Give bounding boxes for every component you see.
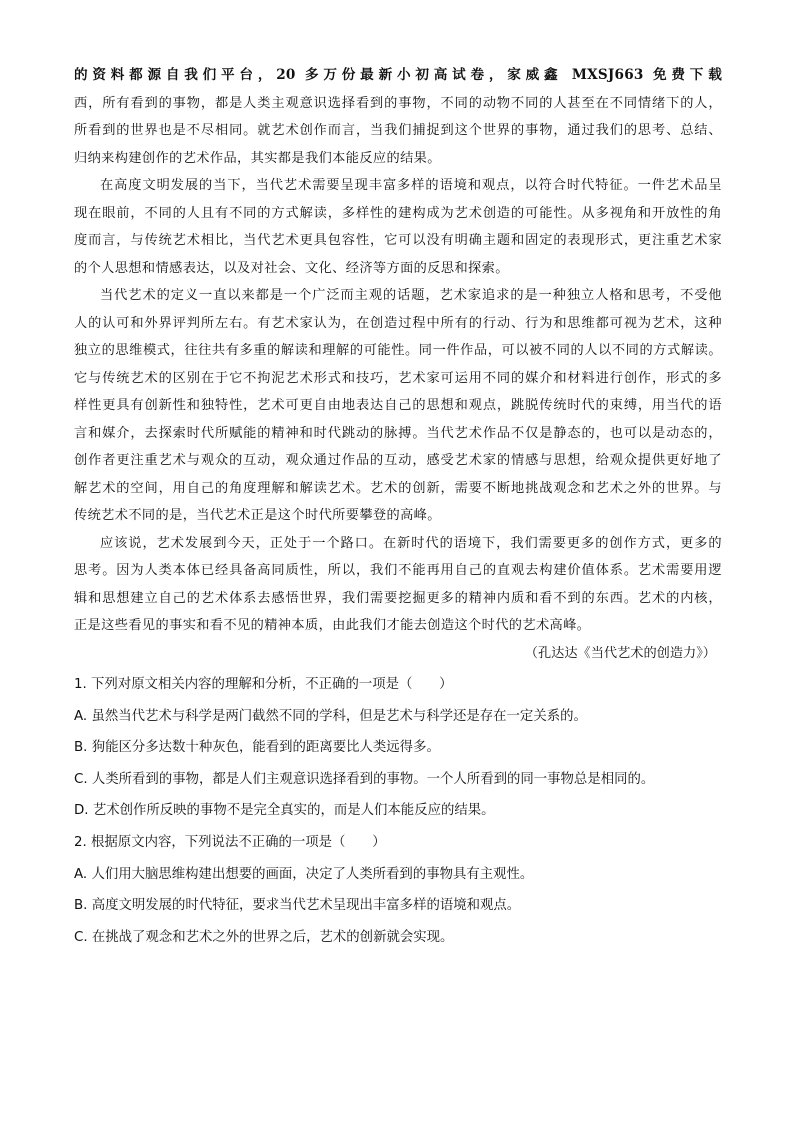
passage-line: 应该说，艺术发展到今天，正处于一个路口。在新时代的语境下，我们需要更多的创作方式，更多的 [100,535,722,551]
passage-line: 人的认可和外界评判所左右。有艺术家认为，在创造过程中所有的行动、行为和思维都可视为艺术，这种 [74,315,722,331]
question-stem: 1. 下列对原文相关内容的理解和分析，不正确的一项是（ ） [74,677,453,692]
passage-line: 所看到的世界也是不尽相同。就艺术创作而言，当我们捕捉到这个世界的事物，通过我们的思考、总结、 [74,123,722,138]
passage-line: 创作者更注重艺术与观众的互动，观众通过作品的互动，感受艺术家的情感与思想，给观众提供更好地了 [74,453,722,468]
passage-source: （孔达达《当代艺术的创造力》） [524,645,716,661]
option-d: D. 艺术创作所反映的事物不是完全真实的，而是人们本能反应的结果。 [74,803,495,819]
passage-line: 的个人思想和情感表达，以及对社会、文化、经济等方面的反思和探索。 [74,260,509,276]
option-c: C. 人类所看到的事物，都是人们主观意识选择看到的事物。一个人所看到的同一事物总是相同的。 [74,771,655,787]
question-1 [74,669,722,827]
passage-line: 在高度文明发展的当下，当代艺术需要呈现丰富多样的语境和观点，以符合时代特征。一件艺术品呈 [100,178,722,193]
option-b: B. 狗能区分多达数十种灰色，能看到的距离要比人类远得多。 [74,740,440,756]
passage-line: 思考。因为人类本体已经具备高同质性，所以，我们不能再用自己的直观去构建价值体系。艺术需要用逻 [74,563,722,578]
passage-line: 归纳来构建创作的艺术作品，其实都是我们本能反应的结果。 [74,150,441,166]
paragraph-3 [74,282,722,530]
passage-line: 样性更具有创新性和独特性，艺术可更自由地表达自己的思想和观点，跳脱传统时代的束缚，用当代的语 [74,398,722,413]
passage-line: 辑和思想建立自己的艺术体系去感悟世界，我们需要挖掘更多的精神内质和看不到的东西。艺术的内核， [74,590,722,606]
option-c: C. 在挑战了观念和艺术之外的世界之后，艺术的创新就会实现。 [74,929,454,945]
question-2 [74,827,722,953]
passage-line: 传统艺术不同的是，当代艺术正是这个时代所要攀登的高峰。 [74,508,441,523]
document-page [74,62,722,953]
header-promo-line: 的资料都源自我们平台，20 多万份最新小初高试卷，家威鑫 MXSJ663 免费下载 [74,67,722,83]
passage-line: 言和媒介，去探索时代所赋能的精神和时代跳动的脉搏。当代艺术作品不仅是静态的，也可以是动态的， [74,425,722,441]
passage-line: 解艺术的空间，用自己的角度理解和解读艺术。艺术的创新，需要不断地挑战观念和艺术之外的世界。与 [74,480,722,496]
question-stem: 2. 根据原文内容，下列说法不正确的一项是（ ） [74,834,386,850]
passage-line: 度而言，与传统艺术相比，当代艺术更具包容性，它可以没有明确主题和固定的表现形式，更注重艺术家 [74,233,722,248]
passage-line: 独立的思维模式，往往共有多重的解读和理解的可能性。同一件作品，可以被不同的人以不同的方式解读。 [74,343,722,358]
paragraph-4 [74,530,722,640]
passage-line: 正是这些看见的事实和看不见的精神本质，由此我们才能去创造这个时代的艺术高峰。 [74,618,591,633]
passage-line: 它与传统艺术的区别在于它不拘泥艺术形式和技巧，艺术家可运用不同的媒介和材料进行创作，形式的多 [74,370,722,386]
paragraph-2 [74,172,722,282]
option-b: B. 高度文明发展的时代特征，要求当代艺术呈现出丰富多样的语境和观点。 [74,898,521,914]
option-a: A. 虽然当代艺术与科学是两门截然不同的学科，但是艺术与科学还是存在一定关系的。 [74,708,587,724]
passage-line: 当代艺术的定义一直以来都是一个广泛而主观的话题，艺术家追求的是一种独立人格和思考，不受他 [100,288,722,303]
questions [74,669,722,953]
option-a: A. 人们用大脑思维构建出想要的画面，决定了人类所看到的事物具有主观性。 [74,866,534,882]
passage-line: 西，所有看到的事物，都是人类主观意识选择看到的事物，不同的动物不同的人甚至在不同情绪下的人， [74,95,722,111]
paragraph-1 [74,90,722,173]
passage-line: 现在眼前，不同的人且有不同的方式解读，多样性的建构成为艺术创造的可能性。从多视角和开放性的角 [74,205,722,221]
passage [74,62,722,667]
